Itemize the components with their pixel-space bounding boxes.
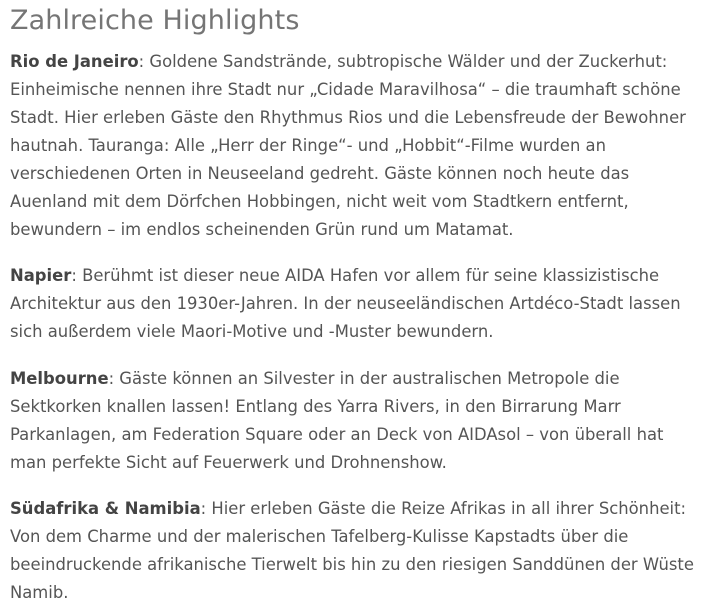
highlight-paragraph-suedafrika-namibia xyxy=(10,495,702,607)
highlight-text-rio: : Goldene Sandstrände, subtropische Wälder und der Zuckerhut: Einheimische nennen ihre Stadt nur „Cidade Maravilhosa“ – die traumhaft schöne Stadt. Hier erleben Gäste den Rhythmus Rios und die Lebensfreude der Bewohner hautnah. Tauranga: Alle „Herr der Ringe“- und „Hobbit“-Filme wurden an verschiedenen Orten in Neuseeland gedreht. Gäste können noch heute das Auenland mit dem Dörfchen Hobbingen, nicht weit vom Stadtkern entfernt, bewundern – im endlos scheinenden Grün rund um Matamat. xyxy=(10,52,686,239)
highlight-title-suedafrika-namibia: Südafrika & Namibia xyxy=(10,499,201,518)
highlight-title-rio: Rio de Janeiro xyxy=(10,52,139,71)
section-heading: Zahlreiche Highlights xyxy=(10,5,300,36)
highlight-text-suedafrika-namibia: : Hier erleben Gäste die Reize Afrikas in all ihrer Schönheit: Von dem Charme und der malerischen Tafelberg-Kulisse Kapstadts über die beeindruckende afrikanische Tierwelt bis hin zu den riesigen Sanddünen der Wüste Namib. xyxy=(10,499,694,602)
highlight-title-melbourne: Melbourne xyxy=(10,369,109,388)
highlight-text-melbourne: : Gäste können an Silvester in der australischen Metropole die Sektkorken knallen lassen! Entlang des Yarra Rivers, in den Birrarung Marr Parkanlagen, am Federation Square oder an Deck von AIDAsol – von überall hat man perfekte Sicht auf Feuerwerk und Drohnenshow. xyxy=(10,369,664,472)
highlight-paragraph-melbourne xyxy=(10,365,702,477)
highlight-text-napier: : Berühmt ist dieser neue AIDA Hafen vor allem für seine klassizistische Architektur aus den 1930er-Jahren. In der neuseeländischen Artdéco-Stadt lassen sich außerdem viele Maori-Motive und -Muster bewundern. xyxy=(10,266,681,341)
highlight-title-napier: Napier xyxy=(10,266,72,285)
highlight-paragraph-rio xyxy=(10,48,702,244)
highlight-paragraph-napier xyxy=(10,262,702,346)
